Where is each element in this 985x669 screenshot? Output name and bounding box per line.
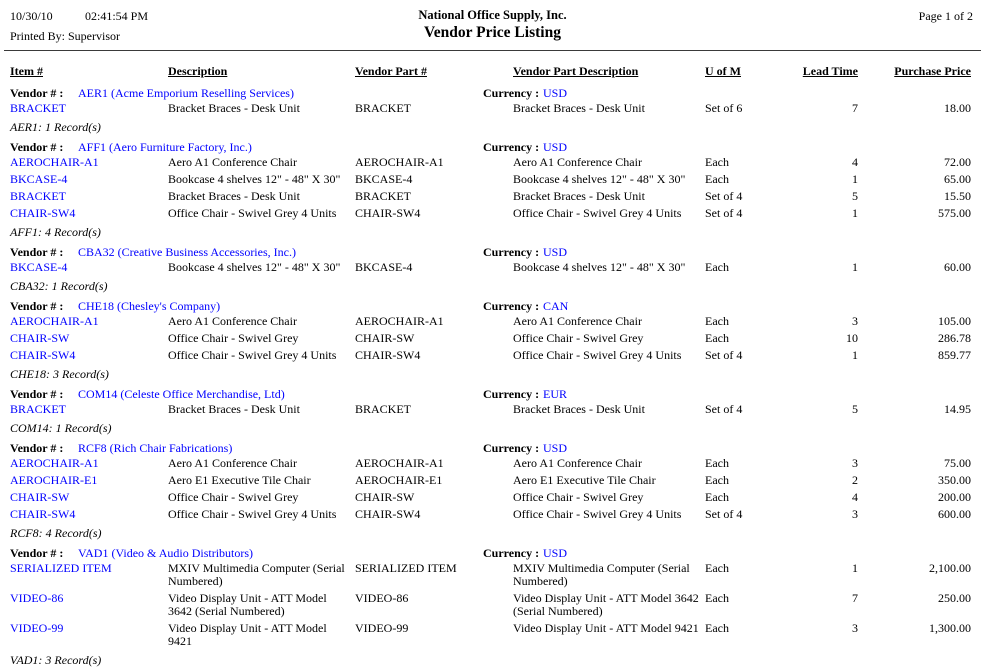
price-row	[0, 491, 985, 508]
record-count-note: VAD1: 3 Record(s)	[10, 653, 102, 667]
vendor-link[interactable]: VAD1 (Video & Audio Distributors)	[78, 546, 254, 560]
col-header-lead-time: Lead Time	[802, 64, 858, 78]
lead-time-value: 3	[852, 314, 858, 328]
unit-of-measure: Set of 4	[705, 189, 743, 203]
vendor-header	[0, 139, 985, 156]
vendor-part-description: MXIV Multimedia Computer (Serial Numbered)	[513, 561, 690, 588]
col-header-vendor-part-description: Vendor Part Description	[513, 64, 639, 78]
price-row	[0, 403, 985, 420]
price-row	[0, 332, 985, 349]
price-row	[0, 622, 985, 652]
vendor-part-number: AEROCHAIR-A1	[355, 456, 444, 470]
col-header-uom: U of M	[705, 64, 741, 78]
vendor-link[interactable]: CBA32 (Creative Business Accessories, Inc.)	[78, 245, 296, 259]
vendor-link[interactable]: AER1 (Acme Emporium Reselling Services)	[78, 86, 294, 100]
price-row	[0, 592, 985, 622]
purchase-price-value: 600.00	[938, 507, 971, 521]
unit-of-measure: Each	[705, 331, 729, 345]
col-header-description: Description	[168, 64, 228, 78]
vendor-group-che18	[0, 298, 985, 383]
purchase-price-value: 60.00	[944, 260, 971, 274]
currency-label: Currency :	[483, 86, 540, 100]
col-header-vendor-part: Vendor Part #	[355, 64, 427, 78]
vendor-part-description: Aero A1 Conference Chair	[513, 314, 642, 328]
lead-time-value: 1	[852, 206, 858, 220]
lead-time-value: 3	[852, 507, 858, 521]
purchase-price-value: 105.00	[938, 314, 971, 328]
price-row	[0, 474, 985, 491]
record-count-note: COM14: 1 Record(s)	[10, 421, 112, 435]
record-count-note: RCF8: 4 Record(s)	[10, 526, 102, 540]
vendor-link[interactable]: RCF8 (Rich Chair Fabrications)	[78, 441, 233, 455]
item-number-link[interactable]: VIDEO-99	[10, 621, 64, 635]
item-number-link[interactable]: BRACKET	[10, 101, 67, 115]
vendor-number-label: Vendor # :	[10, 299, 64, 313]
item-number-link[interactable]: AEROCHAIR-A1	[10, 155, 99, 169]
record-count-note: CBA32: 1 Record(s)	[10, 279, 108, 293]
item-description: Aero A1 Conference Chair	[168, 456, 297, 470]
item-number-link[interactable]: VIDEO-86	[10, 591, 64, 605]
vendor-header	[0, 440, 985, 457]
vendor-number-label: Vendor # :	[10, 245, 64, 259]
vendor-link[interactable]: CHE18 (Chesley's Company)	[78, 299, 221, 313]
purchase-price-value: 2,100.00	[929, 561, 971, 575]
printed-by: Printed By: Supervisor	[10, 29, 120, 43]
lead-time-value: 5	[852, 189, 858, 203]
vendor-header	[0, 298, 985, 315]
vendor-part-description: Office Chair - Swivel Grey 4 Units	[513, 507, 682, 521]
vendor-header	[0, 244, 985, 261]
currency-code: USD	[543, 245, 568, 259]
vendor-part-number: CHAIR-SW	[355, 331, 415, 345]
vendor-part-number: AEROCHAIR-A1	[355, 314, 444, 328]
lead-time-value: 1	[852, 260, 858, 274]
record-count-note: AFF1: 4 Record(s)	[10, 225, 101, 239]
vendor-part-number: BRACKET	[355, 101, 412, 115]
col-header-item: Item #	[10, 64, 43, 78]
unit-of-measure: Set of 6	[705, 101, 743, 115]
item-number-link[interactable]: CHAIR-SW	[10, 490, 70, 504]
vendor-group-com14	[0, 386, 985, 437]
page-number: Page 1 of 2	[918, 9, 973, 23]
unit-of-measure: Each	[705, 314, 729, 328]
lead-time-value: 4	[852, 155, 858, 169]
report-title: Vendor Price Listing	[424, 24, 561, 41]
price-row	[0, 190, 985, 207]
vendor-part-description: Aero E1 Executive Tile Chair	[513, 473, 656, 487]
purchase-price-value: 18.00	[944, 101, 971, 115]
vendor-group-cba32	[0, 244, 985, 295]
vendor-part-number: SERIALIZED ITEM	[355, 561, 457, 575]
price-row	[0, 562, 985, 592]
vendor-part-description: Video Display Unit - ATT Model 3642 (Serial Numbered)	[513, 591, 699, 618]
unit-of-measure: Each	[705, 591, 729, 605]
vendor-link[interactable]: COM14 (Celeste Office Merchandise, Ltd)	[78, 387, 285, 401]
purchase-price-value: 350.00	[938, 473, 971, 487]
vendor-header	[0, 386, 985, 403]
item-description: Bookcase 4 shelves 12" - 48" X 30"	[168, 172, 341, 186]
item-description: Bracket Braces - Desk Unit	[168, 101, 300, 115]
vendor-part-number: AEROCHAIR-E1	[355, 473, 443, 487]
unit-of-measure: Each	[705, 561, 729, 575]
vendor-part-number: BKCASE-4	[355, 260, 413, 274]
item-number-link[interactable]: BKCASE-4	[10, 172, 68, 186]
vendor-part-description: Bracket Braces - Desk Unit	[513, 101, 645, 115]
vendor-number-label: Vendor # :	[10, 387, 64, 401]
vendor-part-number: CHAIR-SW4	[355, 348, 421, 362]
lead-time-value: 4	[852, 490, 858, 504]
purchase-price-value: 250.00	[938, 591, 971, 605]
record-count-note: CHE18: 3 Record(s)	[10, 367, 109, 381]
unit-of-measure: Set of 4	[705, 402, 743, 416]
currency-label: Currency :	[483, 245, 540, 259]
vendor-part-description: Aero A1 Conference Chair	[513, 155, 642, 169]
lead-time-value: 3	[852, 456, 858, 470]
lead-time-value: 10	[846, 331, 858, 345]
item-description: Office Chair - Swivel Grey 4 Units	[168, 206, 337, 220]
vendor-part-number: CHAIR-SW	[355, 490, 415, 504]
unit-of-measure: Each	[705, 456, 729, 470]
item-number-link[interactable]: AEROCHAIR-A1	[10, 456, 99, 470]
currency-code: USD	[543, 140, 568, 154]
item-number-link[interactable]: CHAIR-SW4	[10, 507, 76, 521]
vendor-group-aff1	[0, 139, 985, 241]
item-number-link[interactable]: CHAIR-SW4	[10, 348, 76, 362]
company-name: National Office Supply, Inc.	[418, 8, 567, 22]
vendor-number-label: Vendor # :	[10, 140, 64, 154]
vendor-part-number: BRACKET	[355, 402, 412, 416]
item-description: Office Chair - Swivel Grey 4 Units	[168, 507, 337, 521]
item-number-link[interactable]: BKCASE-4	[10, 260, 68, 274]
purchase-price-value: 1,300.00	[929, 621, 971, 635]
print-date: 10/30/10	[10, 9, 53, 23]
price-row	[0, 261, 985, 278]
purchase-price-value: 15.50	[944, 189, 971, 203]
vendor-part-description: Aero A1 Conference Chair	[513, 456, 642, 470]
currency-label: Currency :	[483, 441, 540, 455]
record-count-note: AER1: 1 Record(s)	[10, 120, 101, 134]
report-header	[0, 0, 985, 50]
vendor-part-description: Bookcase 4 shelves 12" - 48" X 30"	[513, 260, 686, 274]
item-description: Bracket Braces - Desk Unit	[168, 189, 300, 203]
vendor-part-description: Office Chair - Swivel Grey 4 Units	[513, 348, 682, 362]
price-row	[0, 102, 985, 119]
vendor-part-description: Bookcase 4 shelves 12" - 48" X 30"	[513, 172, 686, 186]
item-description: Office Chair - Swivel Grey	[168, 331, 299, 345]
item-description: Aero E1 Executive Tile Chair	[168, 473, 311, 487]
vendor-header	[0, 545, 985, 562]
vendor-part-number: VIDEO-99	[355, 621, 409, 635]
vendor-part-description: Video Display Unit - ATT Model 9421	[513, 621, 699, 635]
vendor-header	[0, 85, 985, 102]
item-description: Bookcase 4 shelves 12" - 48" X 30"	[168, 260, 341, 274]
currency-label: Currency :	[483, 387, 540, 401]
lead-time-value: 7	[852, 591, 858, 605]
vendor-number-label: Vendor # :	[10, 546, 64, 560]
vendor-part-description: Bracket Braces - Desk Unit	[513, 402, 645, 416]
vendor-part-number: VIDEO-86	[355, 591, 409, 605]
unit-of-measure: Each	[705, 490, 729, 504]
unit-of-measure: Each	[705, 155, 729, 169]
col-header-purchase-price: Purchase Price	[894, 64, 971, 78]
item-description: Video Display Unit - ATT Model 3642 (Serial Numbered)	[168, 591, 327, 618]
vendor-groups	[0, 85, 985, 669]
currency-label: Currency :	[483, 299, 540, 313]
unit-of-measure: Each	[705, 260, 729, 274]
vendor-part-number: BKCASE-4	[355, 172, 413, 186]
lead-time-value: 5	[852, 402, 858, 416]
currency-label: Currency :	[483, 546, 540, 560]
lead-time-value: 2	[852, 473, 858, 487]
purchase-price-value: 14.95	[944, 402, 971, 416]
vendor-part-number: CHAIR-SW4	[355, 507, 421, 521]
purchase-price-value: 65.00	[944, 172, 971, 186]
vendor-part-description: Bracket Braces - Desk Unit	[513, 189, 645, 203]
price-row	[0, 315, 985, 332]
item-number-link[interactable]: CHAIR-SW4	[10, 206, 76, 220]
item-number-link[interactable]: SERIALIZED ITEM	[10, 561, 112, 575]
unit-of-measure: Each	[705, 621, 729, 635]
item-description: Video Display Unit - ATT Model 9421	[168, 621, 327, 648]
item-number-link[interactable]: CHAIR-SW	[10, 331, 70, 345]
item-description: Bracket Braces - Desk Unit	[168, 402, 300, 416]
print-time: 02:41:54 PM	[85, 9, 149, 23]
purchase-price-value: 200.00	[938, 490, 971, 504]
column-headers	[0, 51, 985, 80]
currency-code: EUR	[543, 387, 567, 401]
unit-of-measure: Set of 4	[705, 348, 743, 362]
item-description: Office Chair - Swivel Grey	[168, 490, 299, 504]
item-number-link[interactable]: BRACKET	[10, 189, 67, 203]
lead-time-value: 1	[852, 348, 858, 362]
item-description: Aero A1 Conference Chair	[168, 155, 297, 169]
vendor-number-label: Vendor # :	[10, 86, 64, 100]
vendor-part-number: AEROCHAIR-A1	[355, 155, 444, 169]
price-row	[0, 173, 985, 190]
vendor-part-description: Office Chair - Swivel Grey	[513, 490, 644, 504]
item-description: MXIV Multimedia Computer (Serial Numbered)	[168, 561, 345, 588]
purchase-price-value: 75.00	[944, 456, 971, 470]
item-number-link[interactable]: AEROCHAIR-E1	[10, 473, 98, 487]
lead-time-value: 1	[852, 172, 858, 186]
unit-of-measure: Each	[705, 172, 729, 186]
price-row	[0, 156, 985, 173]
vendor-part-number: CHAIR-SW4	[355, 206, 421, 220]
unit-of-measure: Set of 4	[705, 206, 743, 220]
currency-code: USD	[543, 86, 568, 100]
lead-time-value: 1	[852, 561, 858, 575]
item-number-link[interactable]: BRACKET	[10, 402, 67, 416]
lead-time-value: 3	[852, 621, 858, 635]
unit-of-measure: Set of 4	[705, 507, 743, 521]
vendor-group-rcf8	[0, 440, 985, 542]
item-description: Aero A1 Conference Chair	[168, 314, 297, 328]
unit-of-measure: Each	[705, 473, 729, 487]
purchase-price-value: 72.00	[944, 155, 971, 169]
currency-code: USD	[543, 441, 568, 455]
vendor-group-vad1	[0, 545, 985, 669]
item-description: Office Chair - Swivel Grey 4 Units	[168, 348, 337, 362]
vendor-part-number: BRACKET	[355, 189, 412, 203]
currency-code: CAN	[543, 299, 569, 313]
purchase-price-value: 859.77	[938, 348, 971, 362]
vendor-link[interactable]: AFF1 (Aero Furniture Factory, Inc.)	[78, 140, 252, 154]
purchase-price-value: 575.00	[938, 206, 971, 220]
vendor-part-description: Office Chair - Swivel Grey	[513, 331, 644, 345]
price-row	[0, 207, 985, 224]
price-row	[0, 508, 985, 525]
vendor-group-aer1	[0, 85, 985, 136]
item-number-link[interactable]: AEROCHAIR-A1	[10, 314, 99, 328]
lead-time-value: 7	[852, 101, 858, 115]
price-row	[0, 457, 985, 474]
price-row	[0, 349, 985, 366]
vendor-part-description: Office Chair - Swivel Grey 4 Units	[513, 206, 682, 220]
currency-label: Currency :	[483, 140, 540, 154]
purchase-price-value: 286.78	[938, 331, 971, 345]
currency-code: USD	[543, 546, 568, 560]
vendor-number-label: Vendor # :	[10, 441, 64, 455]
